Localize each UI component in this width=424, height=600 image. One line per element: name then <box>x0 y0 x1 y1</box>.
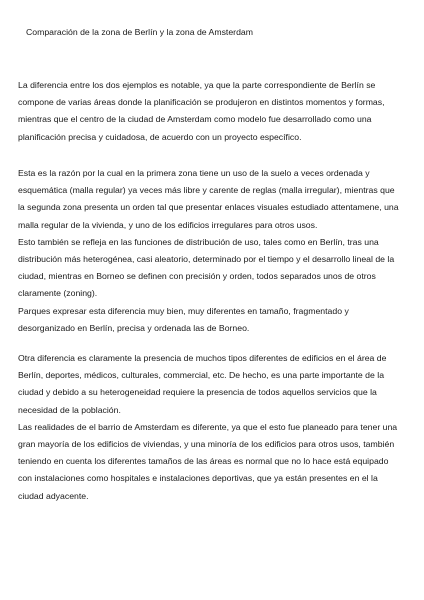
paragraph-2 <box>18 165 414 337</box>
text-line: claramente (zoning). <box>18 288 98 299</box>
paragraph-3 <box>18 350 414 505</box>
text-line: Otra diferencia es claramente la presencia de muchos tipos diferentes de edificios en el área de <box>18 353 387 363</box>
text-line: Parques expresar esta diferencia muy bien, muy diferentes en tamaño, fragmentado y <box>18 305 349 316</box>
text-line: Berlín, deportes, médicos, culturales, commercial, etc. De hecho, es una parte importante de la <box>18 370 385 381</box>
text-line: compone de varias áreas donde la planificación se produjeron en distintos momentos y formas, <box>18 97 385 108</box>
text-line: ciudad adyacente. <box>18 490 89 501</box>
document-title: Comparación de la zona de Berlín y la zona de Amsterdam <box>26 27 253 37</box>
text-line: distribución más heterogénea, casi aleatorio, determinado por el tiempo y el desarrollo lineal de la <box>18 254 395 265</box>
text-line: esquemática (malla regular) ya veces más libre y carente de reglas (malla irregular), mientras que <box>18 185 395 196</box>
text-line: malla regular de la vivienda, y uno de los edificios irregulares para otros usos. <box>18 219 318 230</box>
text-line: Esto también se refleja en las funciones de distribución de uso, tales como en Berlín, tras una <box>18 236 379 247</box>
text-line: Las realidades de el barrio de Amsterdam es diferente, ya que el esto fue planeado para tener una <box>18 421 398 432</box>
text-line: Esta es la razón por la cual en la primera zona tiene un uso de la suelo a veces ordenada y <box>18 168 370 178</box>
text-line: teniendo en cuenta los diferentes tamaños de las áreas es normal que no lo hace está equipado <box>18 456 389 467</box>
text-line: mientras que el centro de la ciudad de Amsterdam como modelo fue desarrollado como una <box>18 114 372 125</box>
text-line: ciudad, mientras en Borneo se definen con precisión y orden, todos separados unos de otros <box>18 271 376 282</box>
text-line: La diferencia entre los dos ejemplos es notable, ya que la parte correspondiente de Berlín se <box>18 80 376 90</box>
text-line: la segunda zona presenta un orden tal que presentar enlaces visuales estudiado attentamene, una <box>18 202 399 213</box>
paragraph-1 <box>18 77 414 146</box>
document-page <box>18 0 414 600</box>
text-line: desorganizado en Berlín, precisa y ordenada las de Borneo. <box>18 322 250 333</box>
text-line: ciudad y debido a su heterogeneidad requiere la presencia de todos aquellos servicios que la <box>18 387 377 398</box>
text-line: necesidad de la población. <box>18 404 121 415</box>
text-line: planificación precisa y cuidadosa, de acuerdo con un proyecto específico. <box>18 131 302 142</box>
text-line: con instalaciones como hospitales e instalaciones deportivas, que ya están presentes en el la <box>18 473 378 484</box>
text-line: gran mayoría de los edificios de viviendas, y una minoría de los edificios para otros usos, también <box>18 439 395 450</box>
